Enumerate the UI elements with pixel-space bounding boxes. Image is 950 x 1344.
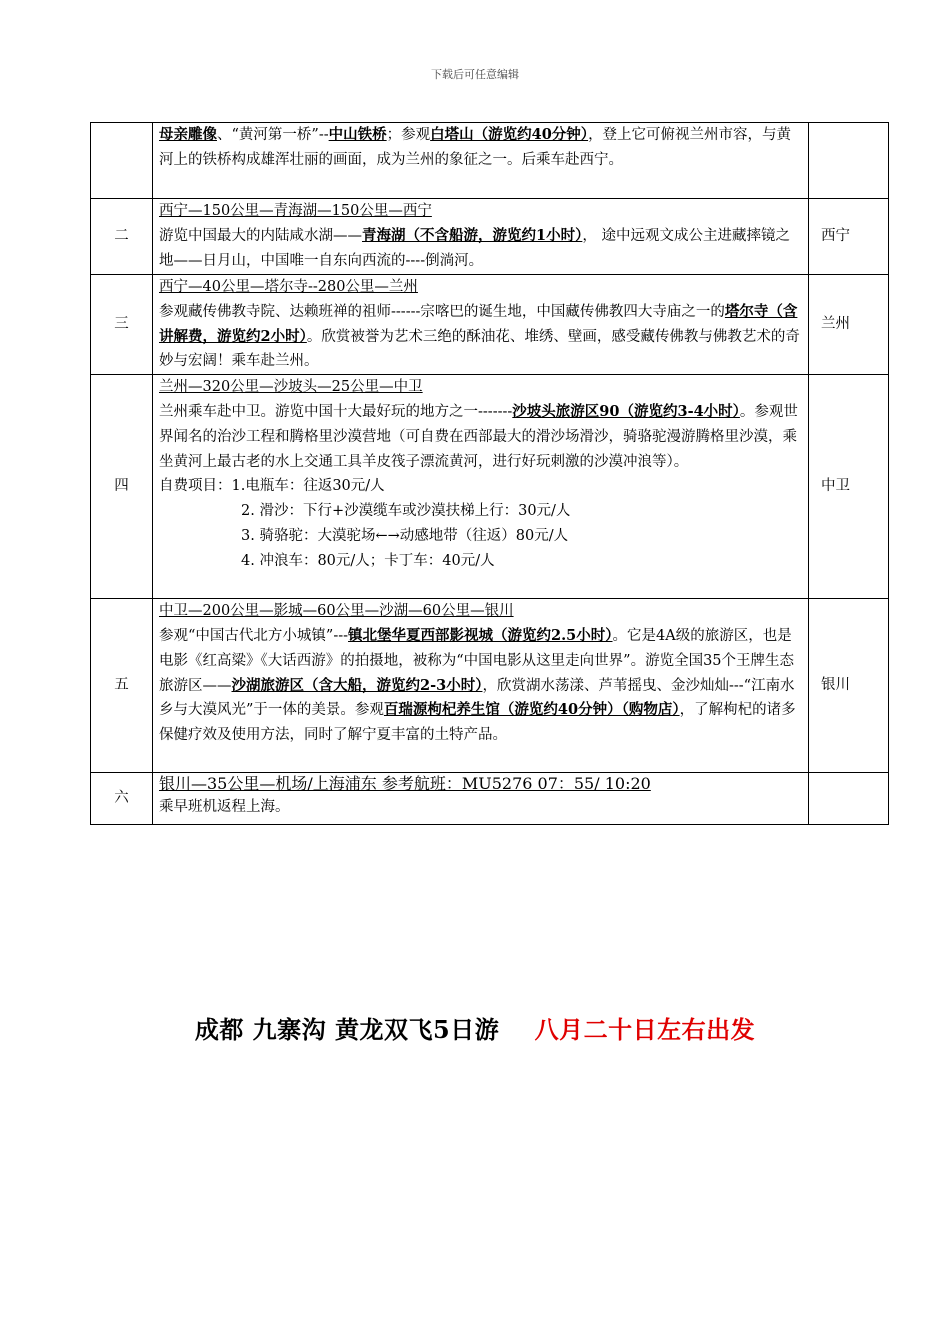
table-row [91, 275, 889, 375]
optional-item [159, 474, 802, 499]
table-row [91, 123, 889, 199]
itinerary-content [153, 123, 809, 199]
itinerary-content [153, 599, 809, 773]
overnight-city [809, 123, 889, 199]
overnight-city [809, 773, 889, 825]
day-description [159, 224, 802, 274]
table-row [91, 773, 889, 825]
route-line: 中卫—200公里—影城—60公里—沙湖—60公里—银川 [159, 603, 514, 620]
route-line: 银川—35公里—机场/上海浦东 参考航班：MU5276 07：55/ 10:20 [159, 774, 651, 794]
itinerary-content [153, 375, 809, 599]
description-text: ，登上它可俯视兰州市容，与黄河上的铁桥构成雄浑壮丽的画面，成为兰州的象征之一。后乘车赴西宁。 [159, 127, 792, 168]
route-line: 西宁—40公里—塔尔寺--280公里—兰州 [159, 279, 418, 295]
day-description [159, 624, 802, 748]
description-text: 。它是4A级的旅游区，也是电影《红高粱》《大话西游》的拍摄地，被称为“中国电影从这里走向世界”。游览全国35个王牌生态旅游区—— [159, 627, 795, 694]
itinerary-content [153, 773, 809, 825]
day-description [159, 795, 802, 820]
overnight-city: 中卫 [809, 375, 889, 599]
description-text: 。欣赏被誉为艺术三绝的酥油花、堆绣、壁画，感受藏传佛教与佛教艺术的奇妙与宏阔！乘车赴兰州。 [159, 328, 800, 370]
highlighted-attraction: 沙湖旅游区（含大船，游览约2-3小时） [231, 676, 483, 694]
highlighted-attraction: 百瑞源枸杞养生馆（游览约40分钟）（购物店） [383, 701, 680, 719]
day-cell: 四 [91, 375, 153, 599]
optional-item: 4. 冲浪车：80元/人；卡丁车：40元/人 [241, 552, 495, 569]
page-header: 下载后可任意编辑 [431, 68, 519, 81]
description-text: ；参观 [386, 127, 431, 143]
tour-title-date: 八月二十日左右出发 [534, 1015, 756, 1044]
description-text: ，了解枸杞的诸多保健疗效及使用方法，同时了解宁夏丰富的土特产品。 [159, 702, 796, 744]
day-cell [91, 123, 153, 199]
route-line: 西宁—150公里—青海湖—150公里—西宁 [159, 203, 432, 219]
day-cell: 五 [91, 599, 153, 773]
day-description [159, 300, 802, 374]
description-text: 兰州乘车赴中卫。游览中国十大最好玩的地方之一------- [159, 403, 513, 420]
table-row [91, 199, 889, 275]
description-text: 、“黄河第一桥”-- [217, 127, 329, 143]
highlighted-attraction: 白塔山（游览约40分钟） [430, 126, 589, 143]
optional-label: 自费项目： [159, 478, 232, 495]
description-text: ， 途中远观文成公主进藏摔镜之地——日月山，中国唯一自东向西流的----倒淌河。 [159, 227, 790, 269]
highlighted-attraction: 镇北堡华夏西部影视城（游览约2.5小时） [348, 626, 613, 644]
overnight-city: 兰州 [809, 275, 889, 375]
tour-title [0, 1010, 950, 1045]
highlighted-attraction: 中山铁桥 [328, 126, 387, 143]
itinerary-table [90, 122, 889, 825]
highlighted-attraction: 沙坡头旅游区90（游览约3-4小时） [512, 402, 740, 420]
day-cell: 三 [91, 275, 153, 375]
itinerary-content [153, 199, 809, 275]
optional-item: 3. 骑骆驼：大漠驼场←→动感地带（往返）80元/人 [241, 527, 569, 544]
optional-item: 2. 滑沙：下行+沙漠缆车或沙漠扶梯上行：30元/人 [241, 503, 571, 520]
overnight-city: 西宁 [809, 199, 889, 275]
highlighted-attraction: 青海湖（不含船游，游览约1小时） [362, 226, 583, 244]
description-text: 游览中国最大的内陆咸水湖—— [159, 227, 362, 244]
highlighted-attraction: 母亲雕像 [159, 126, 217, 143]
overnight-city: 银川 [809, 599, 889, 773]
itinerary-content [153, 275, 809, 375]
description-text: 。参观世界闻名的治沙工程和腾格里沙漠营地（可自费在西部最大的滑沙场滑沙，骑骆驼漫游腾格里沙漠，乘坐黄河上最古老的水上交通工具羊皮筏子漂流黄河，进行好玩刺激的沙漠冲浪等）。 [159, 403, 798, 470]
description-text: 乘早班机返程上海。 [159, 799, 290, 816]
description-text: 参观“中国古代北方小城镇”--- [159, 627, 349, 644]
day-description [159, 123, 802, 173]
day-cell: 六 [91, 773, 153, 825]
tour-title-main: 成都 九寨沟 黄龙双飞5日游 [194, 1015, 500, 1044]
route-line: 兰州—320公里—沙坡头—25公里—中卫 [159, 379, 423, 396]
optional-text: 1.电瓶车：往返30元/人 [231, 478, 385, 495]
highlighted-attraction: 塔尔寺（含讲解费，游览约2小时） [159, 302, 798, 345]
description-text: 参观藏传佛教寺院、达赖班禅的祖师------宗喀巴的诞生地，中国藏传佛教四大寺庙之一的 [159, 303, 725, 320]
table-row [91, 599, 889, 773]
table-row [91, 375, 889, 599]
day-cell: 二 [91, 199, 153, 275]
day-description [159, 400, 802, 474]
description-text: ，欣赏湖水荡漾、芦苇摇曳、金沙灿灿---“江南水乡与大漠风光”于一体的美景。参观 [159, 677, 795, 719]
